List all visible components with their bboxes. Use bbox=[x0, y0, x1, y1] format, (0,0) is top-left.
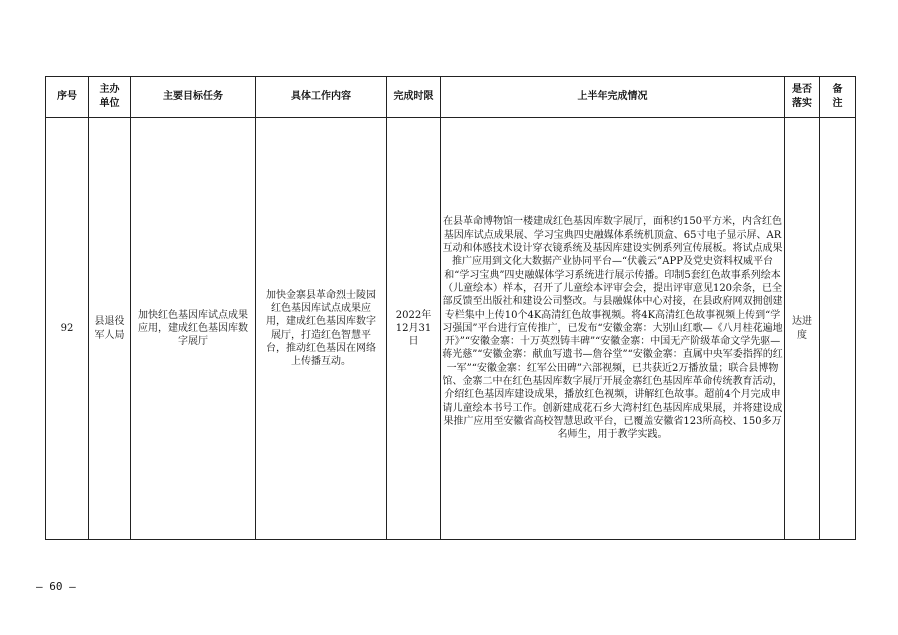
cell-unit: 县退役军人局 bbox=[89, 118, 131, 540]
header-progress: 上半年完成情况 bbox=[441, 77, 785, 118]
header-seq: 序号 bbox=[46, 77, 89, 118]
cell-goal: 加快红色基因库试点成果应用，建成红色基因库数字展厅 bbox=[131, 118, 256, 540]
table-row bbox=[46, 118, 856, 540]
cell-implemented: 达进度 bbox=[785, 118, 820, 540]
work-progress-table bbox=[45, 76, 856, 540]
cell-progress: 在县革命博物馆一楼建成红色基因库数字展厅，面积约150平方米，内含红色基因库试点成果展、学习宝典四史融媒体系统机顶盒、65寸电子显示屏、AR互动和体感技术设计穿衣镜系统及基因库建设实例系列宣传展板。将试点成果推广应用到文化大数据产业协同平台—“伏羲云”APP及党史资料权威平台和“学习宝典”四史融媒体学习系统进行展示传播。印制5套红色故事系列绘本（儿童绘本）样本，召开了儿童绘本评审会会，提出评审意见120余条，已全部反馈至出版社和建设公司整改。与县融媒体中心对接，在县政府网双拥创建专栏集中上传10个4K高清红色故事视频。将4K高清红色故事视频上传到“学习强国”平台进行宣传推广，已发布“安徽金寨：大别山红歌—《八月桂花遍地开》”“安徽金寨：十万英烈铸丰碑”“安徽金寨：中国无产阶级革命文学先驱—蒋光慈”“安徽金寨：献血写遗书—詹谷堂”“安徽金寨：直属中央军委指挥的红一军”“安徽金寨：红军公田碑”六部视频，已共获近2万播放量；联合县博物馆、金寨二中在红色基因库数字展厅开展金寨红色基因库革命传统教育活动，介绍红色基因库建设成果，播放红色视频，讲解红色故事。超前4个月完成申请儿童绘本书号工作。创新建成花石乡大湾村红色基因库成果展，并将建设成果推广应用至安徽省高校智慧思政平台，已覆盖安徽省123所高校、150多万名师生，用于教学实践。 bbox=[441, 118, 785, 540]
page-number: — 60 — bbox=[36, 580, 76, 593]
header-goal: 主要目标任务 bbox=[131, 77, 256, 118]
table-header-row bbox=[46, 77, 856, 118]
header-unit: 主办单位 bbox=[89, 77, 131, 118]
cell-deadline: 2022年12月31日 bbox=[387, 118, 441, 540]
header-deadline: 完成时限 bbox=[387, 77, 441, 118]
header-content: 具体工作内容 bbox=[256, 77, 387, 118]
header-remark: 备注 bbox=[820, 77, 856, 118]
cell-seq: 92 bbox=[46, 118, 89, 540]
cell-content: 加快金寨县革命烈士陵园红色基因库试点成果应用，建成红色基因库数字展厅，打造红色智慧平台，推动红色基因在网络上传播互动。 bbox=[256, 118, 387, 540]
header-implemented: 是否落实 bbox=[785, 77, 820, 118]
cell-remark bbox=[820, 118, 856, 540]
